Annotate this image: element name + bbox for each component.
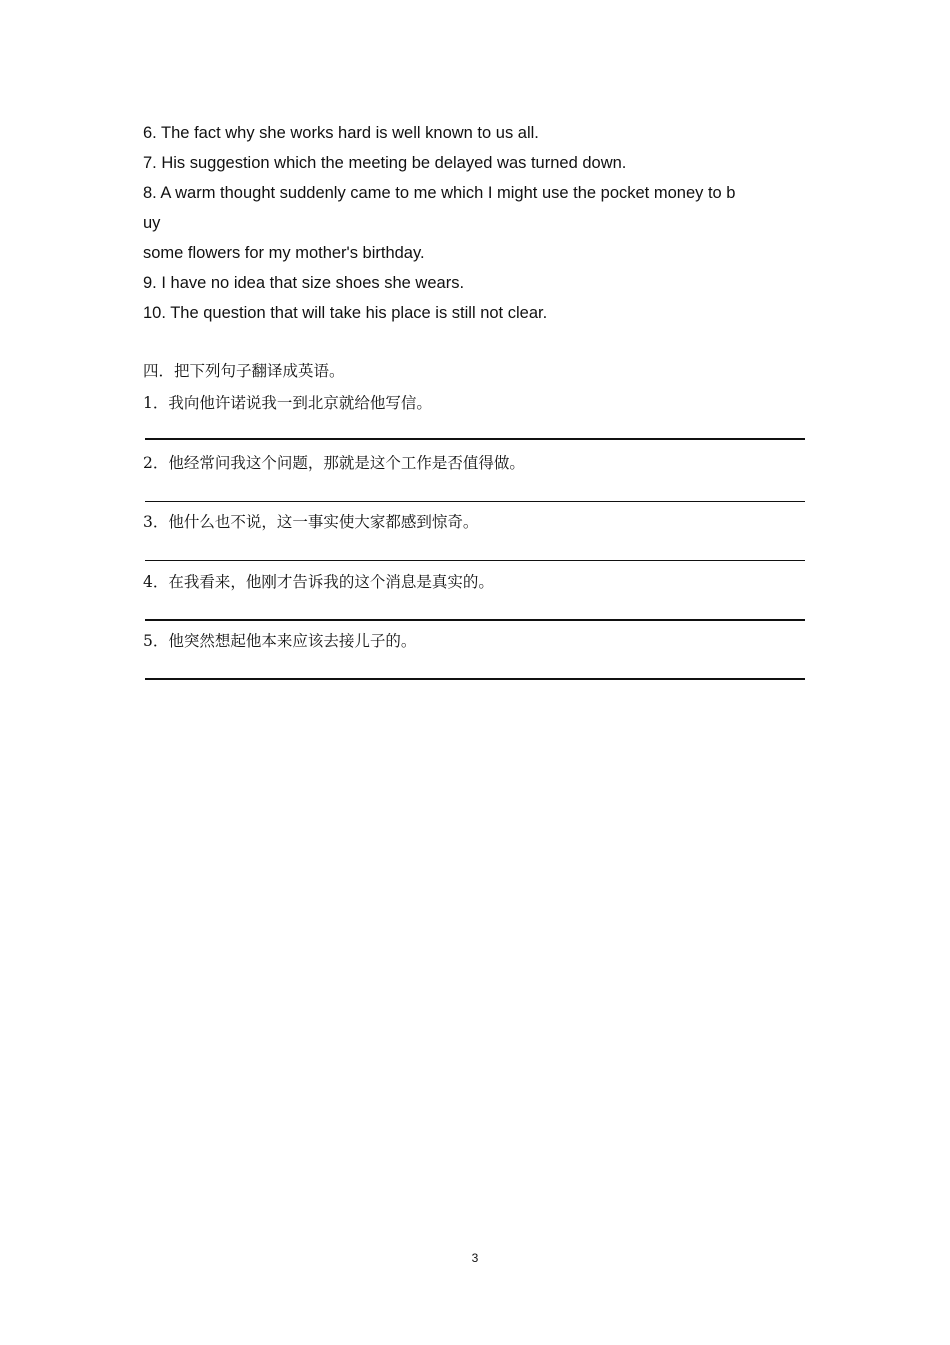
- translation-item-2: 2．他经常问我这个问题，那就是这个工作是否值得做。: [143, 454, 525, 472]
- translation-item-1: 1．我向他许诺说我一到北京就给他写信。: [143, 394, 432, 412]
- correction-item-8: 8. A warm thought suddenly came to me which I might use the pocket money to b: [143, 184, 736, 202]
- answer-line-1[interactable]: [145, 438, 805, 440]
- answer-line-5[interactable]: [145, 678, 805, 680]
- answer-line-3[interactable]: [145, 560, 805, 561]
- translation-item-3: 3．他什么也不说，这一事实使大家都感到惊奇。: [143, 513, 479, 531]
- correction-item-9: 9. I have no idea that size shoes she wears.: [143, 274, 465, 292]
- answer-line-2[interactable]: [145, 501, 805, 502]
- correction-item-8-continuation: some flowers for my mother's birthday.: [143, 244, 425, 262]
- correction-item-10: 10. The question that will take his place is still not clear.: [143, 304, 548, 322]
- translation-item-4: 4．在我看来，他刚才告诉我的这个消息是真实的。: [143, 573, 494, 591]
- correction-item-6: 6. The fact why she works hard is well known to us all.: [143, 124, 539, 142]
- answer-line-4[interactable]: [145, 619, 805, 621]
- correction-item-8-wrap: uy: [143, 214, 161, 232]
- translation-section-heading: 四．把下列句子翻译成英语。: [143, 362, 345, 380]
- page-number: 3: [471, 1251, 479, 1265]
- correction-item-7: 7. His suggestion which the meeting be delayed was turned down.: [143, 154, 627, 172]
- translation-item-5: 5．他突然想起他本来应该去接儿子的。: [143, 632, 417, 650]
